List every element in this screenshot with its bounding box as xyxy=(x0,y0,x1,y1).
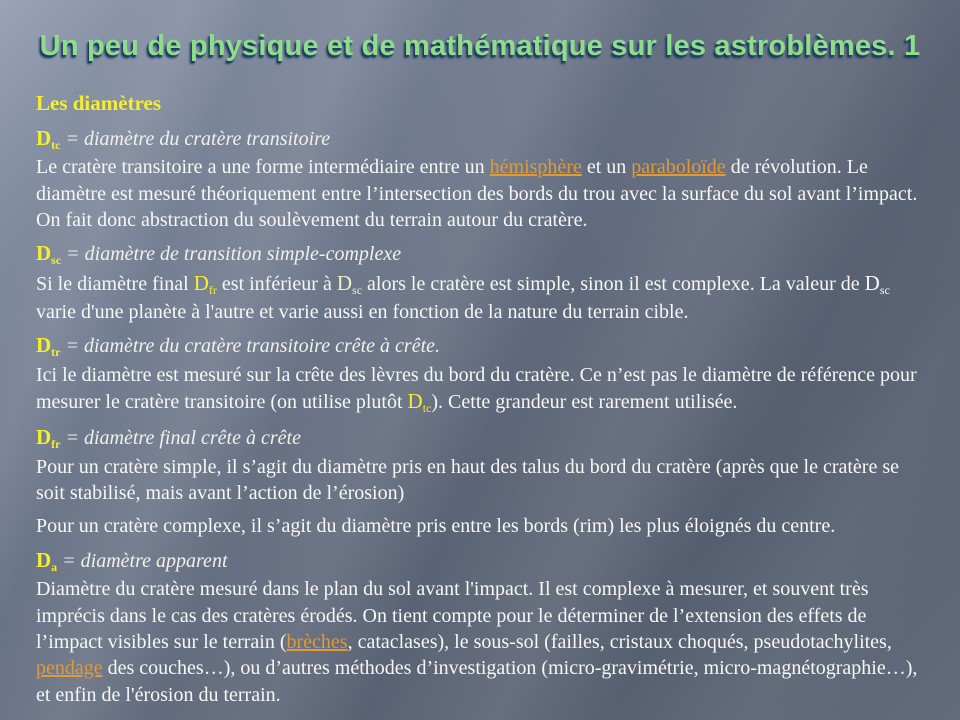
section-heading: Les diamètres xyxy=(36,91,162,115)
definition-text: = diamètre apparent xyxy=(57,549,228,572)
sections-container xyxy=(36,125,932,708)
d-subscript: tr xyxy=(51,345,61,360)
paragraph: Pour un cratère simple, il s’agit du diamètre pris en haut des talus du bord du cratère (après que le cratère se soit stabilisé, mais avant l’action de l’érosion) xyxy=(36,455,900,504)
paragraph: Ici le diamètre est mesuré sur la crête des lèvres du bord du cratère. Ce n’est pas le diamètre de référence pour mesurer le cratère transitoire (on utilise plutôt Dtc). Cette grandeur est rarement utilisée. xyxy=(36,363,917,416)
paragraph: Diamètre du cratère mesuré dans le plan du sol avant l'impact. Il est complexe à mesurer, et souvent très imprécis dans le cas des cratères érodés. On tient compte pour le déterminer de l’extension des effets de l’impact visibles sur le terrain (brèches, cataclases), le sous-sol (failles, cristaux choqués, pseudotachylites, pendage des couches…), ou d’autres méthodes d’investigation (micro-gravimétrie, micro-magnétographie…), et enfin de l'érosion du terrain. xyxy=(36,578,918,706)
d-subscript: sc xyxy=(51,253,62,268)
hyperlink[interactable]: brèches xyxy=(286,630,348,653)
definition-text: = diamètre du cratère transitoire xyxy=(60,127,331,150)
d-symbol: Dfr xyxy=(36,424,61,451)
d-subscript: fr xyxy=(51,436,61,451)
definition-text: = diamètre de transition simple-complexe xyxy=(61,243,402,266)
d-symbol: Dsc xyxy=(864,271,890,298)
hyperlink[interactable]: paraboloïde xyxy=(631,156,726,179)
paragraph: Le cratère transitoire a une forme intermédiaire entre un hémisphère et un paraboloïde de révolution. Le diamètre est mesuré théoriquement entre l’intersection des bords du trou avec la surface du sol avant l’impact. On fait donc abstraction du soulèvement du terrain autour du cratère. xyxy=(36,156,918,231)
slide-content xyxy=(36,90,932,715)
definition-text: = diamètre final crête à crête xyxy=(60,426,301,449)
d-symbol: Dsc xyxy=(336,271,363,298)
definition-line xyxy=(36,125,932,154)
d-subscript: fr xyxy=(208,283,217,298)
paragraph: Pour un cratère complexe, il s’agit du diamètre pris entre les bords (rim) les plus éloignés du centre. xyxy=(36,515,836,538)
d-subscript: tc xyxy=(51,137,61,152)
definition-text: = diamètre du cratère transitoire crête à crête. xyxy=(60,335,441,358)
d-symbol: Dtc xyxy=(36,125,61,152)
d-subscript: a xyxy=(51,559,58,574)
d-symbol: Dfr xyxy=(193,271,217,298)
slide-title: Un peu de physique et de mathématique sur les astroblèmes. 1 xyxy=(39,30,921,62)
d-subscript: tc xyxy=(422,401,432,416)
paragraph: Si le diamètre final Dfr est inférieur à Dsc alors le cratère est simple, sinon il est complexe. La valeur de Dsc varie d'une planète à l'autre et varie aussi en fonction de la nature du terrain cible. xyxy=(36,271,890,323)
d-subscript: sc xyxy=(879,283,890,298)
d-symbol: Dtr xyxy=(36,333,61,360)
d-symbol: Dsc xyxy=(36,241,62,268)
hyperlink[interactable]: pendage xyxy=(36,657,103,680)
d-symbol: Da xyxy=(36,547,58,574)
hyperlink[interactable]: hémisphère xyxy=(489,156,582,179)
definition-line xyxy=(36,424,932,453)
d-subscript: sc xyxy=(352,283,363,298)
d-symbol: Dtc xyxy=(407,389,432,416)
definition-line xyxy=(36,547,932,576)
definition-line xyxy=(36,240,932,269)
definition-line xyxy=(36,332,932,361)
